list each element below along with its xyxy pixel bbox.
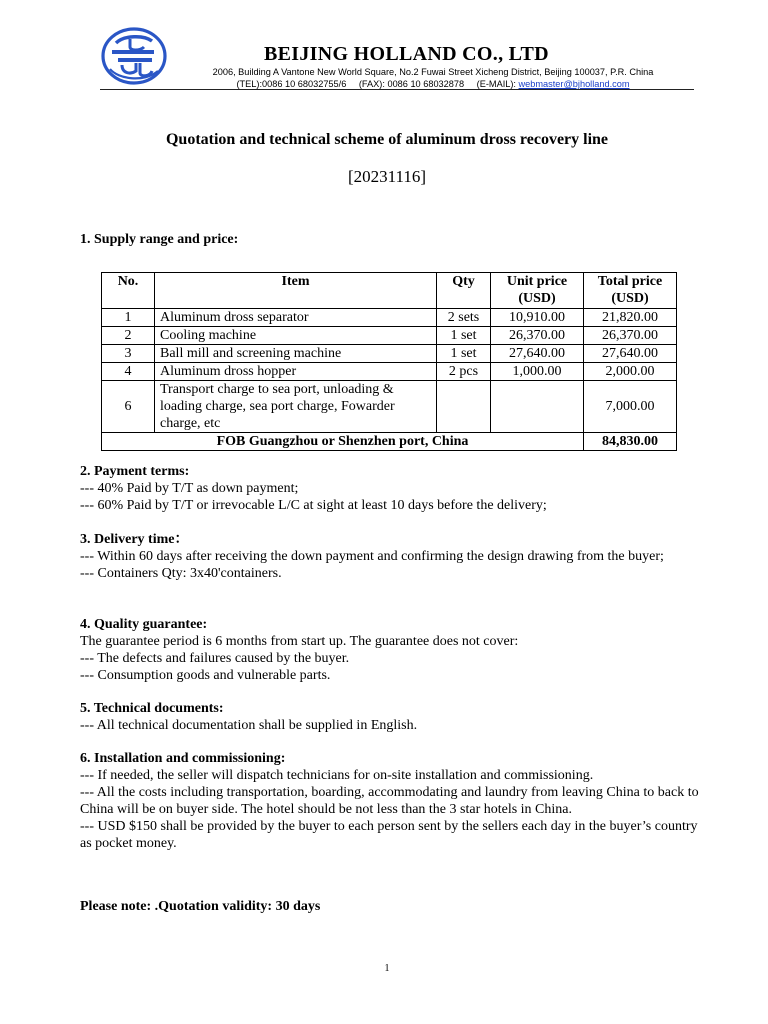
quality-heading: 4. Quality guarantee:	[80, 617, 208, 632]
header-unit-price: Unit price (USD)	[491, 273, 584, 309]
installation-line: --- If needed, the seller will dispatch technicians for on-site installation and commissioning.	[80, 768, 594, 783]
company-fax: (FAX): 0086 10 68032878	[358, 79, 465, 89]
row-qty	[437, 381, 491, 433]
row-qty: 2 pcs	[437, 363, 491, 381]
row-unit-price: 27,640.00	[491, 345, 584, 363]
row-total-price: 7,000.00	[584, 381, 677, 433]
row-item: Aluminum dross separator	[155, 309, 437, 327]
table-row	[102, 309, 677, 327]
delivery-section	[80, 531, 700, 582]
documents-section	[80, 700, 700, 734]
row-qty: 1 set	[437, 327, 491, 345]
company-address: 2006, Building A Vantone New World Square, No.2 Fuwai Street Xicheng District, Beijing 100037, P.R. China	[212, 67, 654, 77]
company-email-link[interactable]: webmaster@bjholland.com	[518, 79, 630, 89]
row-qty: 1 set	[437, 345, 491, 363]
supply-heading: 1. Supply range and price:	[80, 232, 239, 247]
document-title: Quotation and technical scheme of aluminum dross recovery line	[165, 131, 609, 148]
company-tel: (TEL):0086 10 68032755/6	[236, 79, 347, 89]
payment-line: --- 40% Paid by T/T as down payment;	[80, 481, 299, 496]
installation-line: --- All the costs including transportation, boarding, accommodating and laundry from leaving China to back to China will be on buyer side. The hotel should be not less than the 3 star hotels in China.	[80, 785, 699, 817]
documents-line: --- All technical documentation shall be supplied in English.	[80, 718, 418, 733]
row-total-price: 27,640.00	[584, 345, 677, 363]
payment-heading: 2. Payment terms:	[80, 464, 190, 479]
payment-line: --- 60% Paid by T/T or irrevocable L/C at sight at least 10 days before the delivery;	[80, 498, 547, 513]
row-total-price: 26,370.00	[584, 327, 677, 345]
row-unit-price: 1,000.00	[491, 363, 584, 381]
row-item: Transport charge to sea port, unloading & loading charge, sea port charge, Fowarder charge, etc	[155, 381, 437, 433]
delivery-line: --- Within 60 days after receiving the down payment and confirming the design drawing from the buyer;	[80, 549, 664, 564]
row-total-price: 21,820.00	[584, 309, 677, 327]
row-no: 1	[102, 309, 155, 327]
header-item: Item	[155, 273, 437, 309]
table-header-row	[102, 273, 677, 309]
row-qty: 2 sets	[437, 309, 491, 327]
table-row	[102, 345, 677, 363]
row-item: Ball mill and screening machine	[155, 345, 437, 363]
document-reference: [20231116]	[347, 167, 427, 186]
row-no: 6	[102, 381, 155, 433]
table-row	[102, 381, 677, 433]
letterhead	[98, 24, 696, 92]
header-total-price: Total price (USD)	[584, 273, 677, 309]
table-total-row	[102, 433, 677, 451]
row-no: 3	[102, 345, 155, 363]
header-qty: Qty	[437, 273, 491, 309]
row-item: Aluminum dross hopper	[155, 363, 437, 381]
table-row	[102, 327, 677, 345]
company-logo-icon	[100, 25, 168, 87]
quality-line: --- Consumption goods and vulnerable parts.	[80, 668, 331, 683]
total-label: FOB Guangzhou or Shenzhen port, China	[102, 433, 584, 451]
delivery-line: --- Containers Qty: 3x40'containers.	[80, 566, 282, 581]
total-value: 84,830.00	[584, 433, 677, 451]
installation-heading: 6. Installation and commissioning:	[80, 751, 286, 766]
company-email-label: (E-MAIL):	[476, 79, 516, 89]
quality-section	[80, 616, 700, 684]
row-unit-price	[491, 381, 584, 433]
page-number: 1	[384, 963, 390, 974]
installation-section	[80, 750, 700, 852]
delivery-heading: 3. Delivery time：	[80, 532, 189, 547]
documents-heading: 5. Technical documents:	[80, 701, 224, 716]
company-contact	[170, 79, 696, 89]
quality-line: The guarantee period is 6 months from start up. The guarantee does not cover:	[80, 634, 519, 649]
row-no: 2	[102, 327, 155, 345]
row-no: 4	[102, 363, 155, 381]
payment-section	[80, 463, 700, 514]
company-name: BEIJING HOLLAND CO., LTD	[264, 43, 549, 65]
validity-note: Please note: .Quotation validity: 30 days	[80, 899, 321, 914]
header-no: No.	[102, 273, 155, 309]
installation-line: --- USD $150 shall be provided by the buyer to each person sent by the sellers each day in the buyer’s country as pocket money.	[80, 819, 698, 851]
header-divider	[100, 89, 694, 90]
table-row	[102, 363, 677, 381]
quality-line: --- The defects and failures caused by the buyer.	[80, 651, 350, 666]
row-unit-price: 10,910.00	[491, 309, 584, 327]
row-item: Cooling machine	[155, 327, 437, 345]
price-table	[101, 272, 677, 451]
row-unit-price: 26,370.00	[491, 327, 584, 345]
row-total-price: 2,000.00	[584, 363, 677, 381]
